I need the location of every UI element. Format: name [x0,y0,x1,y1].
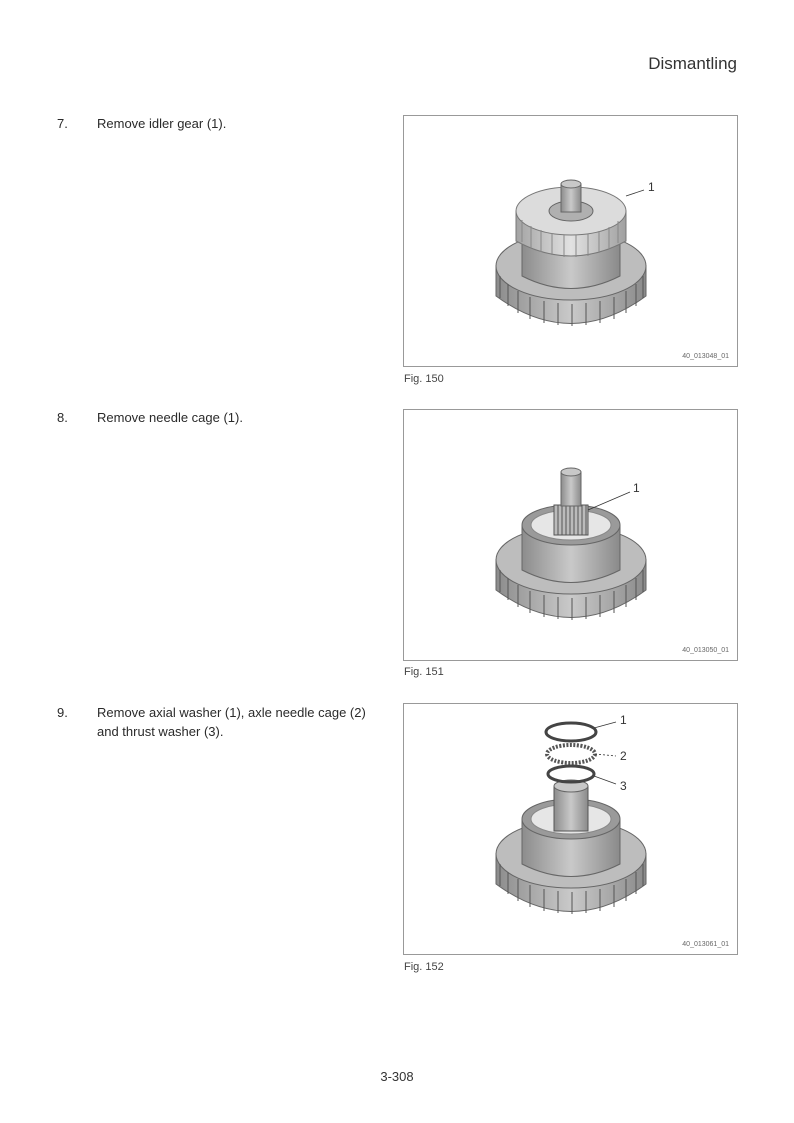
callout-3: 3 [620,779,627,793]
figure-code: 40_013048_01 [682,353,729,360]
callout-1: 1 [633,481,640,495]
callout-1: 1 [620,713,627,727]
needle-cage-illustration [404,410,737,660]
figure-caption: Fig. 150 [404,373,444,385]
callout-1: 1 [648,180,655,194]
figure-150 [403,115,738,367]
step-number: 9. [57,705,68,720]
idler-gear-illustration [404,116,737,366]
figure-caption: Fig. 152 [404,961,444,973]
figure-code: 40_013050_01 [682,647,729,654]
step-instruction: Remove axial washer (1), axle needle cage (2) and thrust washer (3). [97,705,366,739]
page-title: Dismantling [648,54,737,73]
figure-152 [403,703,738,955]
step-instruction: Remove needle cage (1). [97,410,243,425]
page-number: 3-308 [380,1069,414,1084]
figure-caption: Fig. 151 [404,666,444,678]
washer-stack-illustration [404,704,737,954]
step-number: 7. [57,116,68,131]
step-number: 8. [57,410,68,425]
figure-code: 40_013061_01 [682,941,729,948]
figure-151 [403,409,738,661]
step-instruction: Remove idler gear (1). [97,116,227,131]
callout-2: 2 [620,749,627,763]
